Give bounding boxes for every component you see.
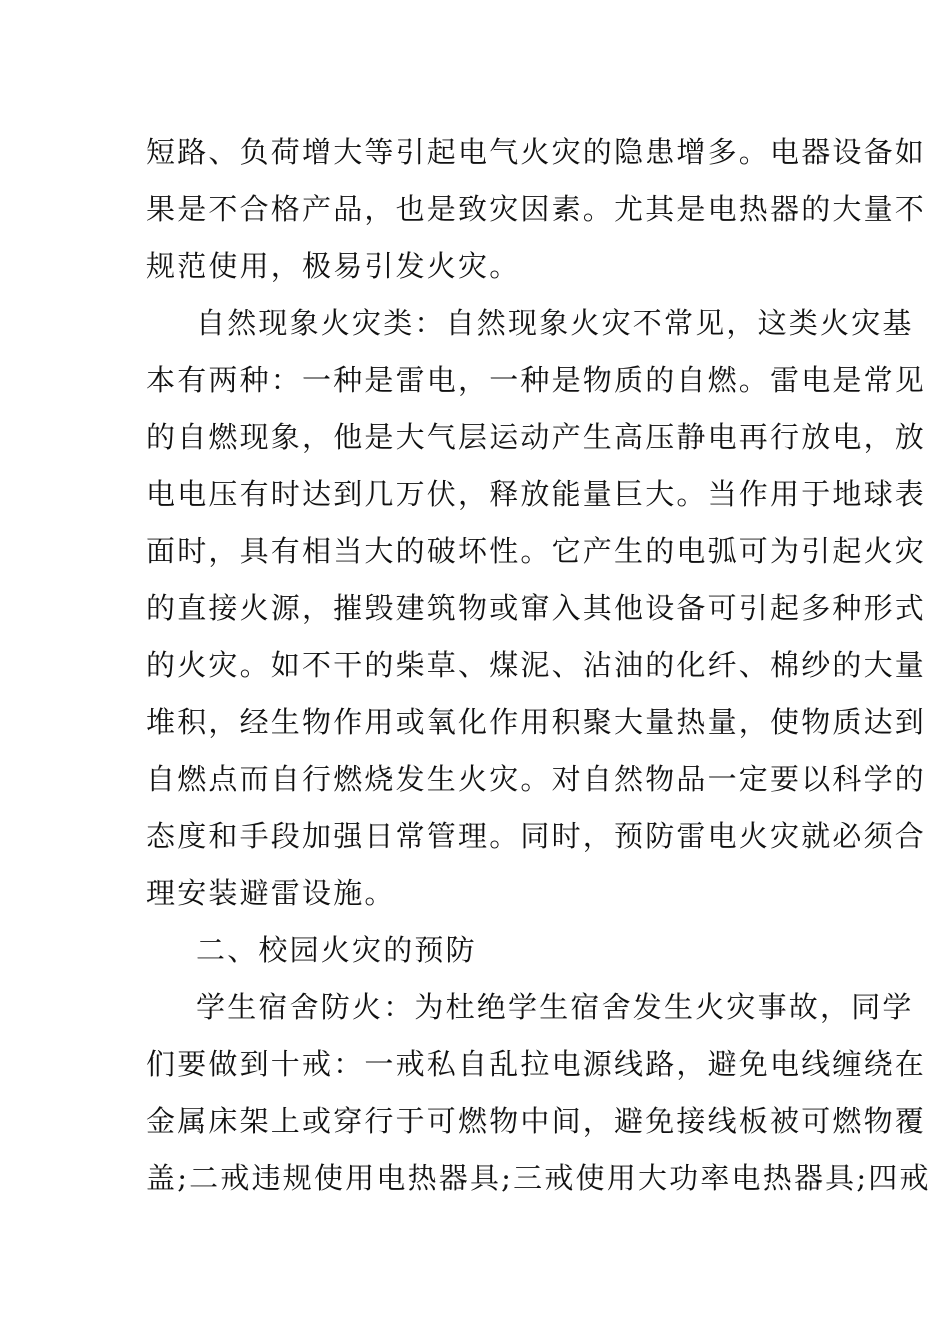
paragraph-2-line-5: 面时，具有相当大的破坏性。它产生的电弧可为引起火灾 — [146, 534, 927, 568]
paragraph-2-line-6: 的直接火源，摧毁建筑物或窜入其他设备可引起多种形式 — [146, 591, 927, 625]
paragraph-1-line-3: 规范使用，极易引发火灾。 — [146, 249, 521, 283]
paragraph-2-line-9: 自燃点而自行燃烧发生火灾。对自然物品一定要以科学的 — [146, 762, 927, 796]
paragraph-1-line-2: 果是不合格产品，也是致灾因素。尤其是电热器的大量不 — [146, 192, 927, 226]
paragraph-2-line-8: 堆积，经生物作用或氧化作用积聚大量热量，使物质达到 — [146, 705, 927, 739]
paragraph-3-line-2: 们要做到十戒：一戒私自乱拉电源线路，避免电线缠绕在 — [146, 1047, 927, 1081]
paragraph-3-line-1: 学生宿舍防火：为杜绝学生宿舍发生火灾事故，同学 — [196, 990, 914, 1024]
paragraph-1-line-1: 短路、负荷增大等引起电气火灾的隐患增多。电器设备如 — [146, 135, 927, 169]
section-heading: 二、校园火灾的预防 — [196, 933, 477, 967]
paragraph-3-line-4: 盖;二戒违规使用电热器具;三戒使用大功率电热器具;四戒 — [146, 1161, 931, 1195]
paragraph-2-line-10: 态度和手段加强日常管理。同时，预防雷电火灾就必须合 — [146, 819, 927, 853]
paragraph-2-line-1: 自然现象火灾类：自然现象火灾不常见，这类火灾基 — [196, 306, 914, 340]
paragraph-2-line-4: 电电压有时达到几万伏，释放能量巨大。当作用于地球表 — [146, 477, 927, 511]
paragraph-2-line-7: 的火灾。如不干的柴草、煤泥、沾油的化纤、棉纱的大量 — [146, 648, 927, 682]
paragraph-3-line-3: 金属床架上或穿行于可燃物中间，避免接线板被可燃物覆 — [146, 1104, 927, 1138]
paragraph-2-line-11: 理安装避雷设施。 — [146, 876, 396, 910]
paragraph-2-line-3: 的自燃现象，他是大气层运动产生高压静电再行放电，放 — [146, 420, 927, 454]
paragraph-2-line-2: 本有两种：一种是雷电，一种是物质的自燃。雷电是常见 — [146, 363, 927, 397]
